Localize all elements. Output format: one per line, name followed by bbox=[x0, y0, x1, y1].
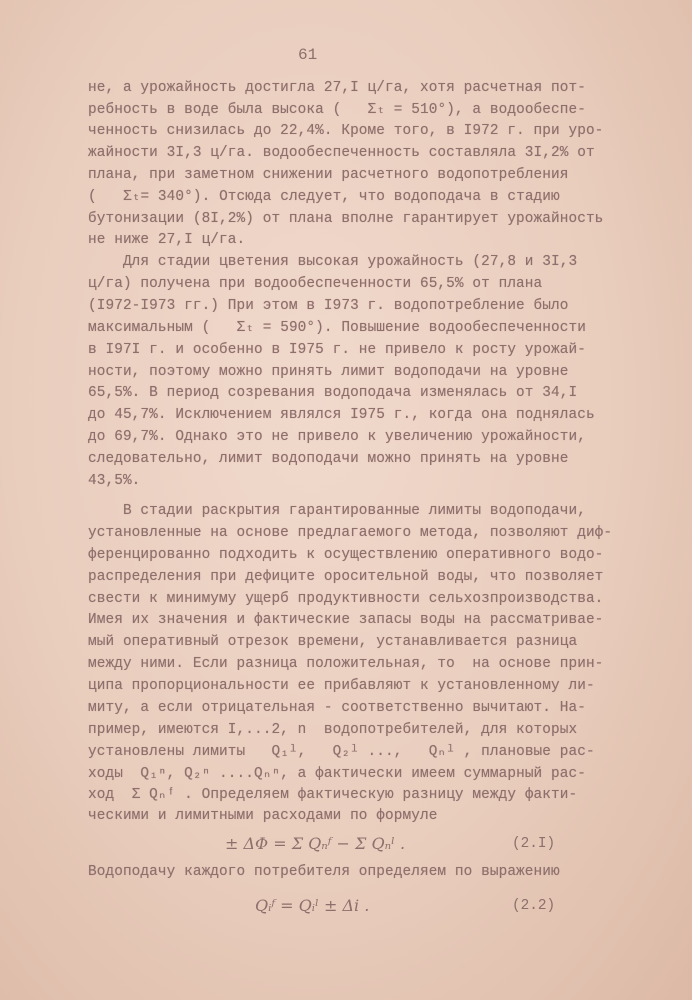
text-line: между ними. Если разница положительная, то на основе прин- bbox=[88, 656, 604, 672]
text-line: 43,5%. bbox=[88, 473, 141, 489]
text-line: в I97I г. и особенно в I975 г. не привело к росту урожай- bbox=[88, 342, 586, 358]
text-line: мый оперативный отрезок времени, устанавливается разница bbox=[88, 634, 578, 650]
text-line: жайности 3I,3 ц/га. водообеспеченность составляла 3I,2% от bbox=[88, 145, 595, 161]
formula-number-2-1: (2.I) bbox=[512, 836, 556, 852]
text-line: ченность снизилась до 22,4%. Кроме того, в I972 г. при уро- bbox=[88, 123, 604, 139]
formula-number-2-2: (2.2) bbox=[512, 898, 556, 914]
text-line: ребность в воде была высока ( Σₜ = 510°), а водообеспе- bbox=[88, 102, 586, 118]
text-line: до 69,7%. Однако это не привело к увеличению урожайности, bbox=[88, 429, 586, 445]
page-number: 61 bbox=[298, 46, 318, 64]
text-line: установленные на основе предлагаемого метода, позволяют диф- bbox=[88, 525, 613, 541]
text-line: плана, при заметном снижении расчетного водопотребления bbox=[88, 167, 569, 183]
text-line: Водоподачу каждого потребителя определяем по выражению bbox=[88, 864, 560, 880]
text-line: ц/га) получена при водообеспеченности 65,5% от плана bbox=[88, 276, 543, 292]
text-line: ходы Q₁ⁿ, Q₂ⁿ ....Qₙⁿ, а фактически имеем суммарный рас- bbox=[88, 766, 586, 782]
text-line: В стадии раскрытия гарантированные лимиты водоподачи, bbox=[88, 503, 586, 519]
text-line: распределения при дефиците оросительной воды, что позволяет bbox=[88, 569, 604, 585]
text-line: ференцированно подходить к осуществлению оперативного водо- bbox=[88, 547, 604, 563]
text-line: Имея их значения и фактические запасы воды на рассматривае- bbox=[88, 612, 604, 628]
text-line: ход Σ Qₙᶠ . Определяем фактическую разницу между факти- bbox=[88, 787, 578, 803]
text-line: Для стадии цветения высокая урожайность (27,8 и 3I,3 bbox=[88, 254, 578, 270]
text-line: 65,5%. В период созревания водоподача изменялась от 34,I bbox=[88, 385, 578, 401]
text-line: ципа пропорциональности ее прибавляют к установленному ли- bbox=[88, 678, 595, 694]
formula-2-2: Qᵢᶠ = Qᵢˡ ± Δi . bbox=[255, 896, 370, 915]
text-line: ности, поэтому можно принять лимит водоподачи на уровне bbox=[88, 364, 569, 380]
text-line: свести к минимуму ущерб продуктивности сельхозпроизводства. bbox=[88, 591, 604, 607]
text-line: (I972-I973 гг.) При этом в I973 г. водопотребление было bbox=[88, 298, 569, 314]
text-line: до 45,7%. Исключением являлся I975 г., когда она поднялась bbox=[88, 407, 595, 423]
text-line: максимальным ( Σₜ = 590°). Повышение водообеспеченности bbox=[88, 320, 586, 336]
text-line: пример, имеются I,...2, n водопотребителей, для которых bbox=[88, 722, 578, 738]
text-line: не ниже 27,I ц/га. bbox=[88, 232, 246, 248]
text-line: бутонизации (8I,2%) от плана вполне гарантирует урожайность bbox=[88, 211, 604, 227]
text-line: ческими и лимитными расходами по формуле bbox=[88, 808, 438, 824]
text-line: миту, а если отрицательная - соответственно вычитают. На- bbox=[88, 700, 586, 716]
text-line: следовательно, лимит водоподачи можно принять на уровне bbox=[88, 451, 569, 467]
text-line: не, а урожайность достигла 27,I ц/га, хотя расчетная пот- bbox=[88, 80, 586, 96]
text-line: ( Σₜ= 340°). Отсюда следует, что водоподача в стадию bbox=[88, 189, 560, 205]
formula-2-1: ± ΔΦ = Σ Qₙᶠ − Σ Qₙˡ . bbox=[225, 834, 406, 853]
text-line: установлены лимиты Q₁ˡ, Q₂ˡ ..., Qₙˡ , плановые рас- bbox=[88, 744, 595, 760]
